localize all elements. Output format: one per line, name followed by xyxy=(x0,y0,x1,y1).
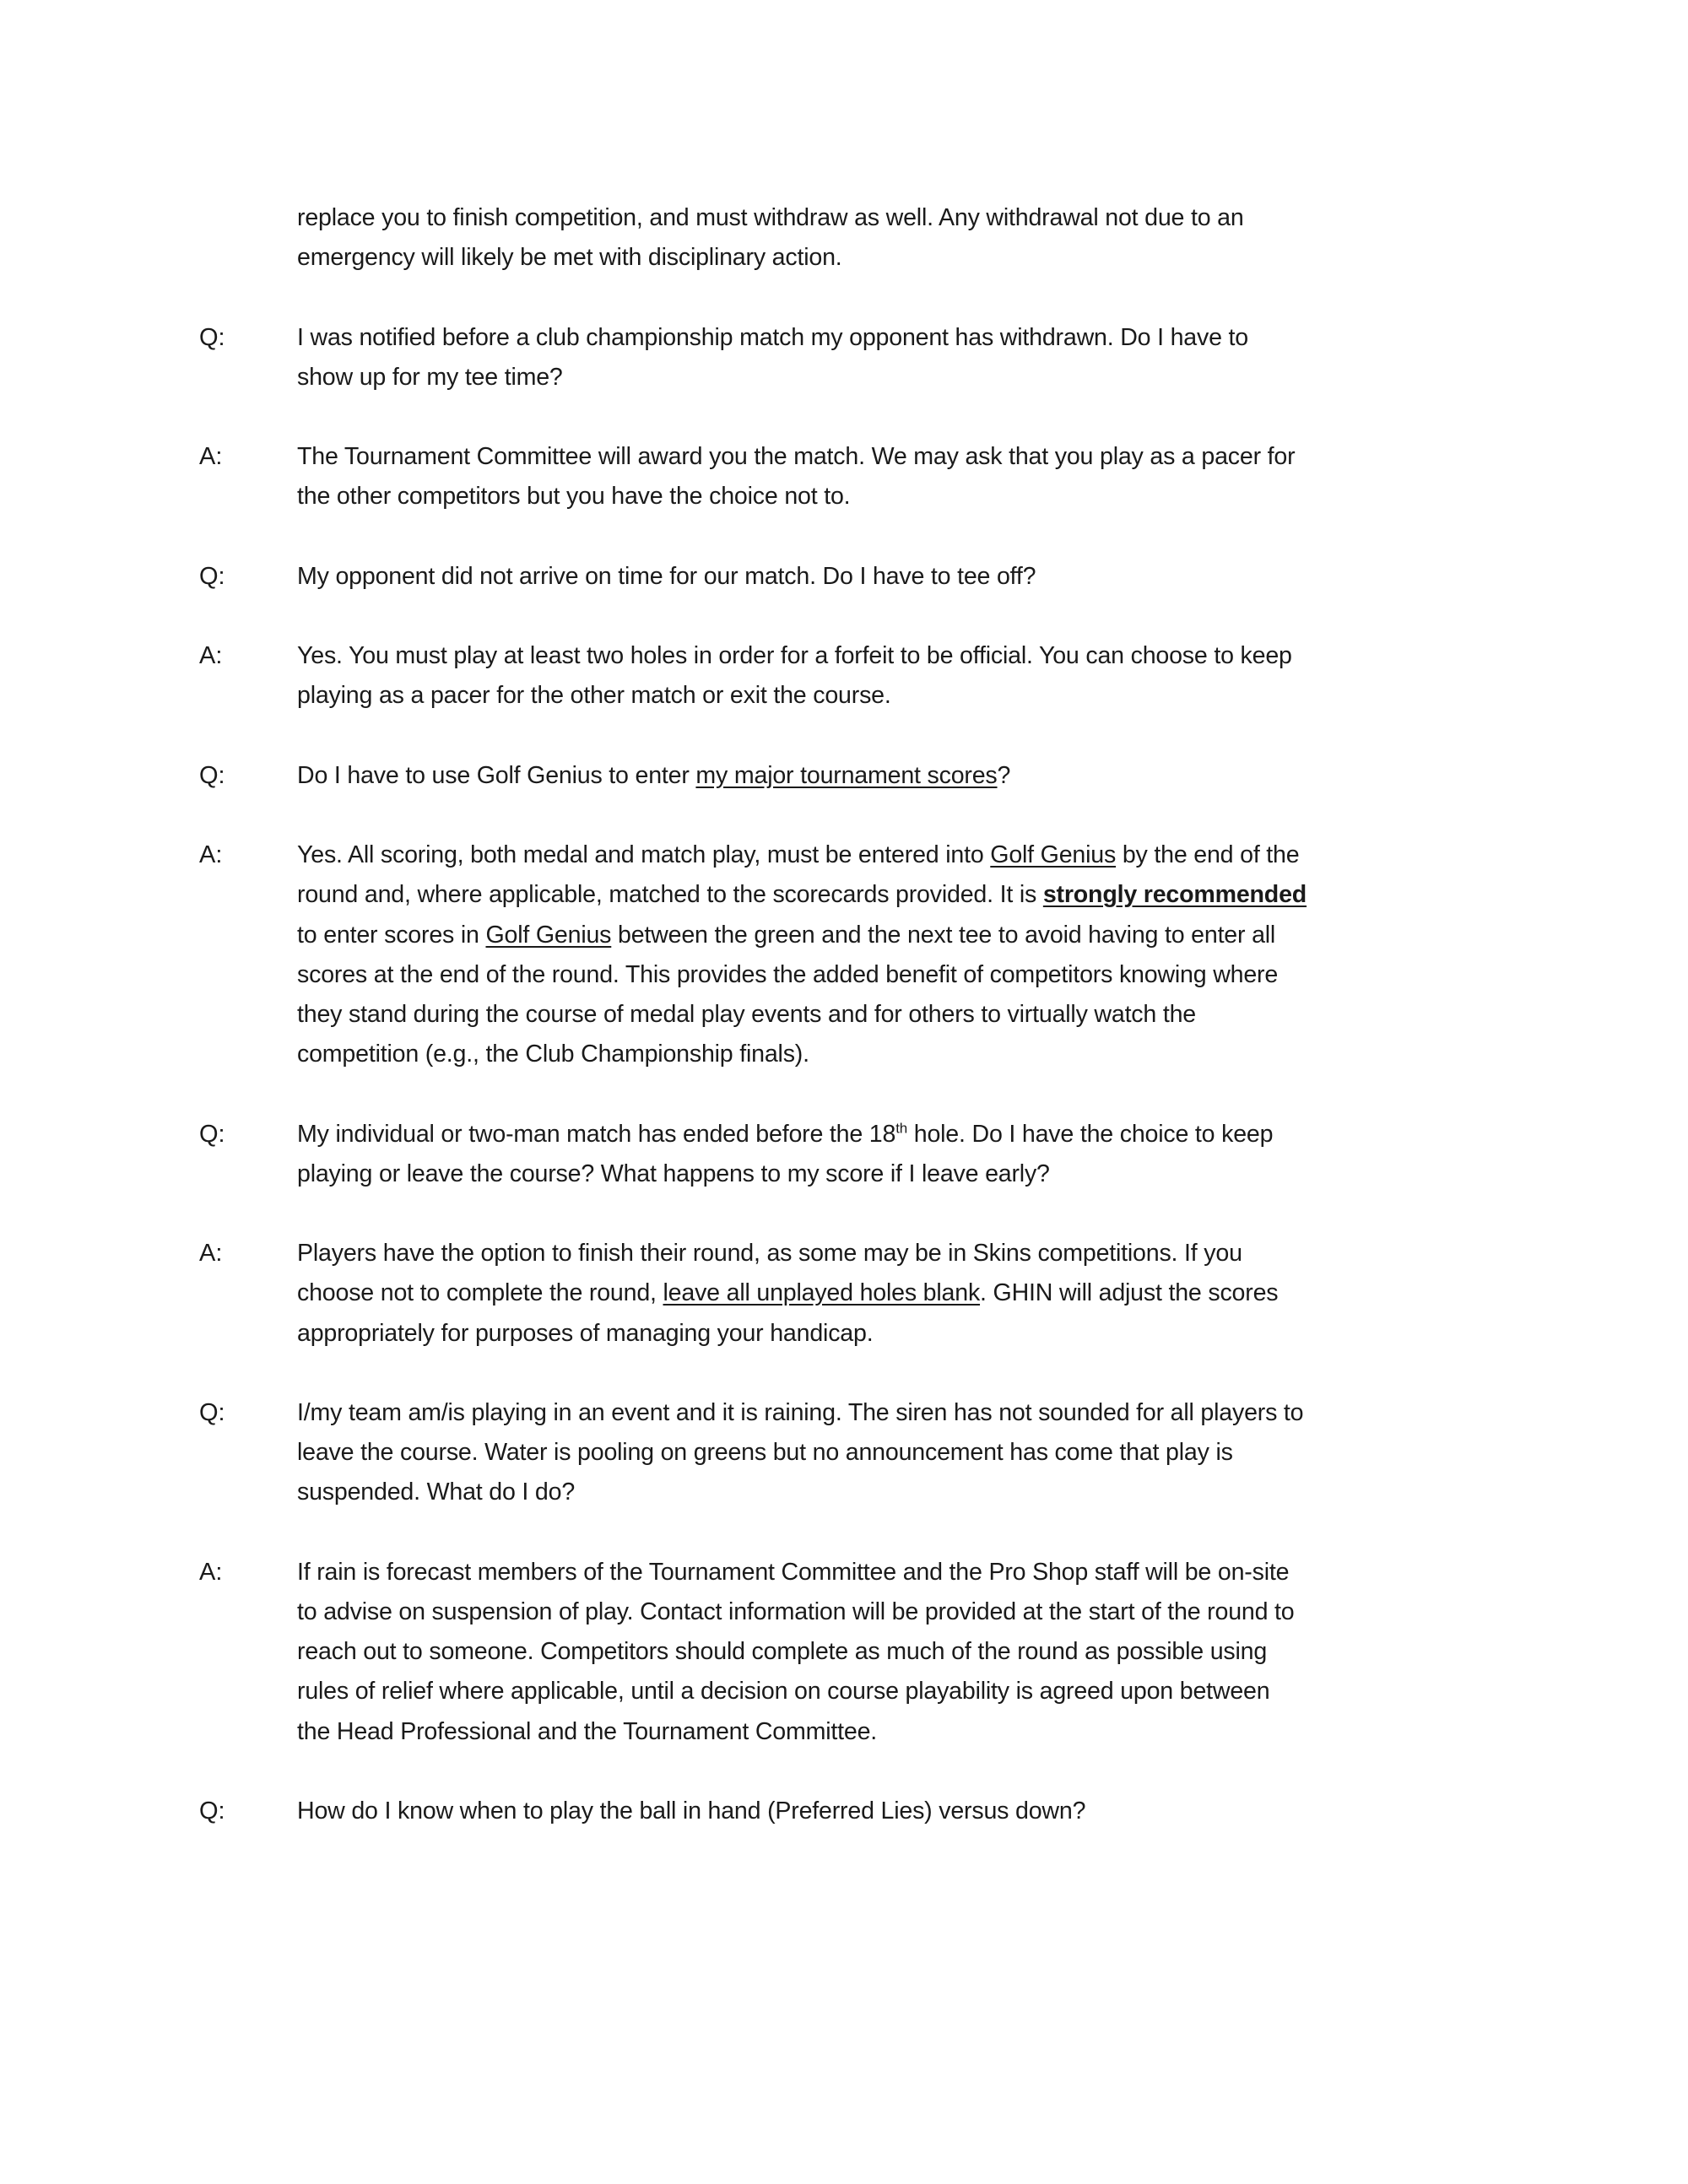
faq-answer xyxy=(0,1553,1688,1752)
text-line xyxy=(297,756,1688,796)
text-line xyxy=(297,1672,1688,1711)
text-run: . GHIN will adjust the scores xyxy=(980,1279,1279,1307)
paragraph xyxy=(297,1115,1688,1194)
text-run: rules of relief where applicable, until a decision on course playability is agreed upon between xyxy=(297,1678,1270,1706)
text-line xyxy=(297,358,1688,397)
text-line xyxy=(297,1553,1688,1592)
text-run: replace you to finish competition, and must withdraw as well. Any withdrawal not due to an xyxy=(297,204,1244,231)
text-run: hole. Do I have the choice to keep xyxy=(907,1120,1274,1148)
faq-document xyxy=(0,198,1688,1871)
text-line xyxy=(297,1035,1688,1074)
paragraph xyxy=(297,1792,1688,1831)
text-line xyxy=(297,477,1688,516)
text-line xyxy=(297,1314,1688,1354)
hyperlink[interactable]: Golf Genius xyxy=(990,841,1117,869)
text-run: Yes. You must play at least two holes in order for a forfeit to be official. You can choose to keep xyxy=(297,642,1292,670)
faq-question xyxy=(0,557,1688,597)
paragraph xyxy=(297,318,1688,397)
paragraph xyxy=(297,1553,1688,1752)
text-run: playing as a pacer for the other match or exit the course. xyxy=(297,682,891,710)
faq-answer xyxy=(0,1234,1688,1354)
text-line xyxy=(297,198,1688,238)
text-run: the Head Professional and the Tournament Committee. xyxy=(297,1717,878,1745)
text-run: to enter scores in xyxy=(297,921,486,949)
qa-label: A: xyxy=(199,1558,223,1586)
text-line xyxy=(297,916,1688,955)
text-run: the other competitors but you have the choice not to. xyxy=(297,483,851,511)
text-run: suspended. What do I do? xyxy=(297,1479,576,1506)
text-line xyxy=(297,1393,1688,1433)
text-run: by the end of the xyxy=(1116,841,1300,869)
text-run: Do I have to use Golf Genius to enter xyxy=(297,761,696,789)
text-line xyxy=(297,1473,1688,1512)
text-run: show up for my tee time? xyxy=(297,363,563,391)
text-run: Players have the option to finish their round, as some may be in Skins competitions. If you xyxy=(297,1240,1242,1268)
text-run: My individual or two-man match has ended before the 18 xyxy=(297,1120,896,1148)
faq-question xyxy=(0,318,1688,397)
text-run: to advise on suspension of play. Contact information will be provided at the start of the round to xyxy=(297,1597,1295,1625)
text-line xyxy=(297,676,1688,716)
text-run: Yes. All scoring, both medal and match play, must be entered into xyxy=(297,841,991,869)
text-line xyxy=(297,1792,1688,1831)
hyperlink[interactable]: my major tournament scores xyxy=(695,761,998,789)
text-run: they stand during the course of medal play events and for others to virtually watch the xyxy=(297,1000,1197,1028)
text-line xyxy=(297,636,1688,676)
faq-question xyxy=(0,1792,1688,1831)
qa-label: Q: xyxy=(199,1120,225,1148)
text-run: How do I know when to play the ball in hand (Preferred Lies) versus down? xyxy=(297,1797,1086,1825)
qa-label: A: xyxy=(199,443,223,471)
text-run: ? xyxy=(997,761,1011,789)
text-run: playing or leave the course? What happens to my score if I leave early? xyxy=(297,1160,1050,1187)
qa-label: Q: xyxy=(199,562,225,590)
text-line xyxy=(297,1592,1688,1632)
text-run: I/my team am/is playing in an event and it is raining. The siren has not sounded for all players to xyxy=(297,1398,1304,1426)
qa-label: A: xyxy=(199,841,223,869)
text-line xyxy=(297,1234,1688,1273)
text-run: round and, where applicable, matched to the scorecards provided. It is xyxy=(297,881,1043,909)
text-line xyxy=(297,1115,1688,1154)
qa-label: Q: xyxy=(199,761,225,789)
underlined-text: leave all unplayed holes blank xyxy=(663,1279,981,1307)
faq-question xyxy=(0,756,1688,796)
text-run: leave the course. Water is pooling on greens but no announcement has come that play is xyxy=(297,1439,1233,1467)
text-run: scores at the end of the round. This provides the added benefit of competitors knowing where xyxy=(297,960,1279,988)
text-line xyxy=(297,1273,1688,1313)
hyperlink[interactable]: Golf Genius xyxy=(485,921,612,949)
qa-label: Q: xyxy=(199,1398,225,1426)
text-line xyxy=(297,1632,1688,1672)
text-line xyxy=(297,1154,1688,1194)
text-line xyxy=(297,875,1688,915)
paragraph xyxy=(297,835,1688,1074)
text-line xyxy=(297,955,1688,995)
paragraph xyxy=(297,756,1688,796)
text-run: between the green and the next tee to avoid having to enter all xyxy=(611,921,1276,949)
qa-label: A: xyxy=(199,642,223,670)
text-run: competition (e.g., the Club Championship finals). xyxy=(297,1041,809,1068)
text-run: The Tournament Committee will award you the match. We may ask that you play as a pacer for xyxy=(297,443,1296,471)
faq-continuation xyxy=(0,198,1688,278)
faq-answer xyxy=(0,437,1688,516)
faq-question xyxy=(0,1393,1688,1513)
text-line xyxy=(297,437,1688,477)
text-line xyxy=(297,995,1688,1035)
text-run: emergency will likely be met with disciplinary action. xyxy=(297,244,842,272)
qa-label: A: xyxy=(199,1240,223,1268)
paragraph xyxy=(297,636,1688,716)
text-line xyxy=(297,238,1688,278)
text-run: choose not to complete the round, xyxy=(297,1279,663,1307)
text-line xyxy=(297,557,1688,597)
text-run: My opponent did not arrive on time for our match. Do I have to tee off? xyxy=(297,562,1036,590)
qa-label: Q: xyxy=(199,1797,225,1825)
text-line xyxy=(297,318,1688,358)
text-run: I was notified before a club championship match my opponent has withdrawn. Do I have to xyxy=(297,323,1248,351)
emphasis-text: strongly recommended xyxy=(1042,881,1307,909)
text-line xyxy=(297,1433,1688,1473)
paragraph xyxy=(297,1234,1688,1354)
faq-question xyxy=(0,1115,1688,1194)
paragraph xyxy=(297,198,1688,278)
superscript: th xyxy=(895,1120,907,1137)
text-run: If rain is forecast members of the Tournament Committee and the Pro Shop staff will be on-site xyxy=(297,1558,1290,1586)
text-run: appropriately for purposes of managing your handicap. xyxy=(297,1319,874,1347)
text-line xyxy=(297,1712,1688,1752)
paragraph xyxy=(297,1393,1688,1513)
qa-label: Q: xyxy=(199,323,225,351)
faq-answer xyxy=(0,835,1688,1074)
text-line xyxy=(297,835,1688,875)
paragraph xyxy=(297,437,1688,516)
paragraph xyxy=(297,557,1688,597)
faq-answer xyxy=(0,636,1688,716)
text-run: reach out to someone. Competitors should complete as much of the round as possible using xyxy=(297,1638,1268,1666)
